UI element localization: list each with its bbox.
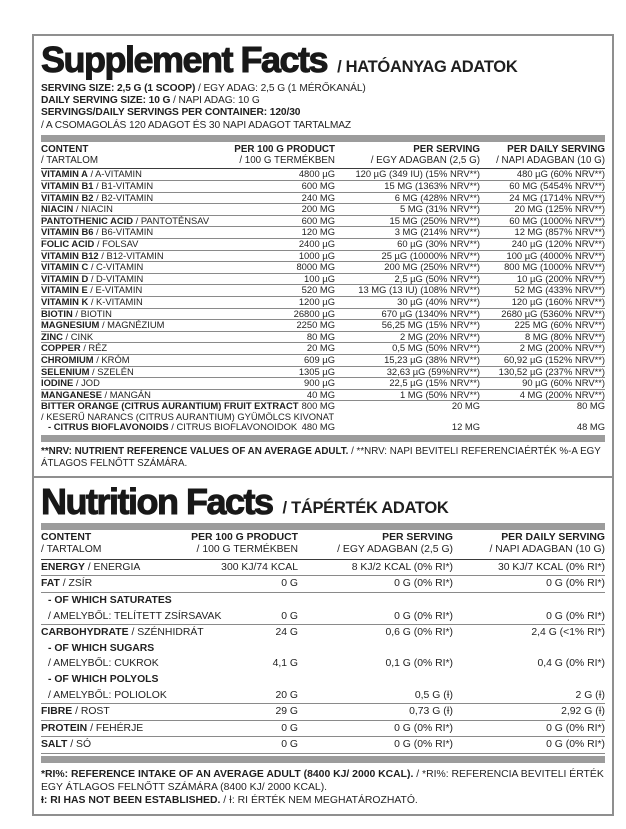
nutrition-facts-section [34, 476, 612, 814]
table-row [41, 704, 605, 721]
row-name: COPPER / RÉZ [41, 342, 108, 354]
value-per-serving: 0 G (0% RI*) [394, 722, 453, 734]
row-name: PROTEIN / FEHÉRJE [41, 722, 144, 734]
value-per-daily-serving: 2 MG (200% NRV**) [519, 342, 605, 354]
row-name: - OF WHICH SUGARS / AMELYBŐL: CUKROK [48, 642, 159, 670]
value-per-daily-serving: 90 µG (60% NRV**) [522, 377, 605, 389]
row-name: NIACIN / NIACIN [41, 203, 113, 215]
value-per-serving: 0,1 G (0% RI*) [385, 658, 453, 670]
value-per-daily-serving: 130,52 µG (237% NRV**) [498, 365, 605, 377]
value-per-100g: 0 G [281, 578, 298, 590]
row-name: MAGNESIUM / MAGNÉZIUM [41, 319, 165, 331]
value-per-100g: 600 MG [301, 214, 335, 226]
table-row [41, 641, 605, 672]
row-name: FIBRE / ROST [41, 706, 110, 718]
row-name: CHROMIUM / KRÓM [41, 353, 130, 365]
value-per-100g: 520 MG [301, 284, 335, 296]
value-per-100g: 0 G [281, 722, 298, 734]
value-per-100g: 800 MG [301, 400, 335, 412]
value-per-100g: 300 KJ/74 KCAL [221, 561, 298, 573]
row-name: SELENIUM / SZELÉN [41, 365, 134, 377]
supplement-table-body [41, 169, 605, 433]
value-per-100g: 480 MG [301, 421, 335, 433]
value-per-serving: 32,63 µG (59%NRV**) [386, 365, 480, 377]
value-per-daily-serving: 2,92 G (Ɨ) [561, 706, 605, 718]
value-per-daily-serving: 4 MG (200% NRV**) [519, 388, 605, 400]
value-per-100g: 4800 µG [298, 168, 335, 180]
column-header-per-serving: PER SERVING / EGY ADAGBAN (2,5 G) [370, 143, 480, 167]
table-row [41, 737, 605, 754]
nutrition-table-body [41, 560, 605, 754]
row-name: ZINC / CINK [41, 330, 94, 342]
value-per-daily-serving: 48 MG [576, 421, 605, 433]
row-name: VITAMIN E / E-VITAMIN [41, 284, 143, 296]
row-name: VITAMIN B6 / B6-VITAMIN [41, 226, 154, 238]
value-per-serving: 15 MG (1363% NRV**) [384, 180, 480, 191]
value-per-daily-serving: 100 µG (4000% NRV**) [506, 249, 605, 261]
value-per-daily-serving: 240 µG (120% NRV**) [511, 237, 605, 249]
table-row [41, 593, 605, 625]
value-per-100g: 80 MG [306, 330, 335, 342]
table-row [41, 721, 605, 738]
value-per-serving: 0 G (0% RI*) [394, 610, 453, 622]
value-per-serving: 15 MG (250% NRV**) [389, 214, 480, 226]
table-row [41, 320, 605, 332]
value-per-serving: 56,25 MG (15% NRV**) [381, 319, 480, 331]
supplement-facts-section [34, 36, 612, 476]
row-name: VITAMIN B1 / B1-VITAMIN [41, 180, 154, 191]
supplement-label [32, 34, 614, 816]
value-per-serving: 120 µG (349 IU) (15% NRV**) [355, 168, 480, 180]
value-per-daily-serving: 800 MG (1000% NRV**) [504, 261, 605, 273]
value-per-serving: 13 MG (13 IU) (108% NRV**) [358, 284, 480, 296]
value-per-100g: 29 G [275, 706, 298, 718]
value-per-serving: 6 MG (428% NRV**) [394, 191, 480, 203]
value-per-daily-serving: 30 KJ/7 KCAL (0% RI*) [497, 561, 605, 573]
column-header-per-daily-serving: PER DAILY SERVING / NAPI ADAGBAN (10 G) [489, 531, 605, 556]
supplement-table-header [41, 144, 605, 170]
value-per-daily-serving: 2,4 G (<1% RI*) [531, 627, 605, 639]
row-name: FAT / ZSÍR [41, 578, 93, 590]
value-per-100g: 1305 µG [298, 365, 335, 377]
value-per-daily-serving: 0 G (0% RI*) [546, 722, 605, 734]
serving-info [41, 83, 605, 132]
value-per-serving: 8 KJ/2 KCAL (0% RI*) [351, 561, 453, 573]
serving-info-line: DAILY SERVING SIZE: 10 G / NAPI ADAG: 10 G [41, 95, 260, 107]
separator-bar [41, 756, 605, 763]
table-row [41, 297, 605, 309]
value-per-100g: 4,1 G [272, 658, 298, 670]
value-per-daily-serving: 60,92 µG (152% NRV**) [503, 353, 605, 365]
value-per-serving: 30 µG (40% NRV**) [397, 295, 480, 307]
separator-bar [41, 435, 605, 442]
serving-info-line: / A CSOMAGOLÁS 120 ADAGOT ÉS 30 NAPI ADAGOT TARTALMAZ [41, 119, 352, 131]
value-per-daily-serving: 0,4 G (0% RI*) [537, 658, 605, 670]
nutrition-table-header [41, 532, 605, 560]
value-per-serving: 200 MG (250% NRV**) [384, 261, 480, 273]
row-name: FOLIC ACID / FOLSAV [41, 237, 139, 249]
row-name: VITAMIN B12 / B12-VITAMIN [41, 249, 164, 261]
value-per-serving: 15,23 µG (38% NRV**) [384, 353, 480, 365]
value-per-serving: 0,5 G (Ɨ) [414, 689, 453, 701]
value-per-serving: 0 G (0% RI*) [394, 739, 453, 751]
column-header-per-daily-serving: PER DAILY SERVING / NAPI ADAGBAN (10 G) [496, 143, 605, 167]
value-per-100g: 120 MG [301, 226, 335, 238]
value-per-serving: 12 MG [451, 421, 480, 433]
value-per-serving: 25 µG (10000% NRV**) [381, 249, 480, 261]
value-per-100g: 26800 µG [293, 307, 335, 319]
value-per-daily-serving: 24 MG (1714% NRV**) [509, 191, 605, 203]
value-per-daily-serving: 0 G (0% RI*) [546, 578, 605, 590]
value-per-daily-serving: 120 µG (160% NRV**) [511, 295, 605, 307]
column-header-content: CONTENT / TARTALOM [41, 143, 98, 167]
value-per-100g: 24 G [275, 627, 298, 639]
value-per-serving: 2 MG (20% NRV**) [399, 330, 480, 342]
value-per-serving: 1 MG (50% NRV**) [399, 388, 480, 400]
value-per-100g: 609 µG [304, 353, 335, 365]
table-row [41, 672, 605, 704]
row-name: - CITRUS BIOFLAVONOIDS / CITRUS BIOFLAVONOIDOK [48, 421, 298, 433]
row-name: VITAMIN C / C-VITAMIN [41, 261, 144, 273]
table-row [41, 625, 605, 641]
column-header-per-100g: PER 100 G PRODUCT / 100 G TERMÉKBEN [234, 143, 335, 167]
table-row [41, 422, 605, 433]
value-per-daily-serving: 60 MG (1000% NRV**) [509, 214, 605, 226]
value-per-daily-serving: 2680 µG (5360% NRV**) [501, 307, 605, 319]
value-per-serving: 60 µG (30% NRV**) [397, 237, 480, 249]
value-per-100g: 1200 µG [298, 295, 335, 307]
row-name: MANGANESE / MANGÁN [41, 388, 151, 400]
value-per-serving: 0 G (0% RI*) [394, 578, 453, 590]
value-per-100g: 900 µG [304, 377, 335, 389]
value-per-serving: 670 µG (1340% NRV**) [381, 307, 480, 319]
value-per-100g: 2400 µG [298, 237, 335, 249]
row-name: - OF WHICH SATURATES / AMELYBŐL: TELÍTETT ZSÍRSAVAK [48, 595, 222, 622]
row-name: VITAMIN K / K-VITAMIN [41, 295, 143, 307]
row-name: - OF WHICH POLYOLS / AMELYBŐL: POLIOLOK [48, 674, 167, 701]
value-per-100g: 100 µG [304, 272, 335, 284]
supplement-title: Supplement Facts [41, 39, 328, 80]
value-per-serving: 0,6 G (0% RI*) [385, 627, 453, 639]
value-per-serving: 3 MG (214% NRV**) [394, 226, 480, 238]
row-name: BIOTIN / BIOTIN [41, 307, 112, 319]
value-per-100g: 1000 µG [298, 249, 335, 261]
column-header-per-serving: PER SERVING / EGY ADAGBAN (2,5 G) [337, 531, 453, 556]
table-row [41, 401, 605, 422]
value-per-daily-serving: 225 MG (60% NRV**) [514, 319, 605, 331]
value-per-daily-serving: 8 MG (80% NRV**) [524, 330, 605, 342]
serving-info-line: SERVING SIZE: 2,5 G (1 SCOOP) / EGY ADAG: 2,5 G (1 MÉRŐKANÁL) [41, 83, 366, 94]
column-header-content: CONTENT / TARTALOM [41, 531, 102, 556]
value-per-serving: 20 MG [451, 400, 480, 412]
value-per-100g: 20 G [275, 689, 298, 701]
separator-bar [41, 523, 605, 530]
nrv-footnote: **NRV: NUTRIENT REFERENCE VALUES OF AN AVERAGE ADULT. / **NRV: NAPI BEVITELI REFERENCIAÉRTÉK %-A EGY ÁTLAGOS FELNŐTT SZÁMÁRA. [41, 446, 601, 469]
value-per-100g: 20 MG [306, 342, 335, 354]
separator-bar [41, 135, 605, 142]
supplement-title-row [41, 39, 605, 80]
value-per-100g: 40 MG [306, 388, 335, 400]
row-name: ENERGY / ENERGIA [41, 561, 141, 573]
value-per-daily-serving: 80 MG [576, 400, 605, 412]
value-per-serving: 2,5 µG (50% NRV**) [394, 272, 480, 284]
row-name: BITTER ORANGE (CITRUS AURANTIUM) FRUIT EXTRACT / KESERŰ NARANCS (CITRUS AURANTIUM) GYÜMÖLCS KIVONAT [41, 400, 335, 422]
row-name: VITAMIN A / A-VITAMIN [41, 168, 142, 180]
value-per-serving: 0,5 MG (50% NRV**) [392, 342, 480, 354]
nutrition-title-hu: / TÁPÉRTÉK ADATOK [282, 499, 449, 518]
value-per-100g: 8000 MG [296, 261, 335, 273]
value-per-100g: 2250 MG [296, 319, 335, 331]
value-per-daily-serving: 480 µG (60% NRV**) [516, 168, 605, 180]
table-row [41, 576, 605, 593]
value-per-100g: 0 G [281, 610, 298, 622]
value-per-daily-serving: 0 G (0% RI*) [546, 610, 605, 622]
column-header-per-100g: PER 100 G PRODUCT / 100 G TERMÉKBEN [191, 531, 298, 556]
value-per-serving: 5 MG (31% NRV**) [399, 203, 480, 215]
value-per-serving: 0,73 G (Ɨ) [409, 706, 453, 718]
nutrition-title-row [41, 480, 605, 522]
value-per-100g: 0 G [281, 739, 298, 751]
row-name: CARBOHYDRATE / SZÉNHIDRÁT [41, 627, 204, 639]
value-per-daily-serving: 52 MG (433% NRV**) [514, 284, 605, 296]
value-per-daily-serving: 10 µG (200% NRV**) [516, 272, 605, 284]
row-name: VITAMIN B2 / B2-VITAMIN [41, 191, 154, 203]
value-per-daily-serving: 2 G (Ɨ) [575, 689, 605, 701]
value-per-100g: 240 MG [301, 191, 335, 203]
ri-footnote: *RI%: REFERENCE INTAKE OF AN AVERAGE ADULT (8400 KJ/ 2000 KCAL). / *RI%: REFERENCIA BEVITELI ÉRTÉK EGY ÁTLAGOS FELNŐTT SZÁMÁRA (8400 KJ/ 2000 KCAL). Ɨ: RI HAS NOT BEEN ESTABLISHED. / Ɨ: RI ÉRTÉK NEM MEGHATÁROZHATÓ. [41, 768, 604, 807]
supplement-title-hu: / HATÓANYAG ADATOK [337, 57, 518, 76]
value-per-daily-serving: 0 G (0% RI*) [546, 739, 605, 751]
value-per-serving: 22,5 µG (15% NRV**) [389, 377, 480, 389]
value-per-daily-serving: 60 MG (5454% NRV**) [509, 180, 605, 191]
row-name: SALT / SÓ [41, 739, 92, 751]
serving-info-line: SERVINGS/DAILY SERVINGS PER CONTAINER: 120/30 [41, 107, 301, 119]
row-name: IODINE / JOD [41, 377, 100, 389]
value-per-100g: 600 MG [301, 180, 335, 191]
value-per-daily-serving: 12 MG (857% NRV**) [514, 226, 605, 238]
row-name: VITAMIN D / D-VITAMIN [41, 272, 144, 284]
nutrition-title: Nutrition Facts [41, 480, 273, 522]
table-row [41, 560, 605, 577]
value-per-100g: 200 MG [301, 203, 335, 215]
value-per-daily-serving: 20 MG (125% NRV**) [514, 203, 605, 215]
row-name: PANTOTHENIC ACID / PANTOTÉNSAV [41, 214, 210, 226]
